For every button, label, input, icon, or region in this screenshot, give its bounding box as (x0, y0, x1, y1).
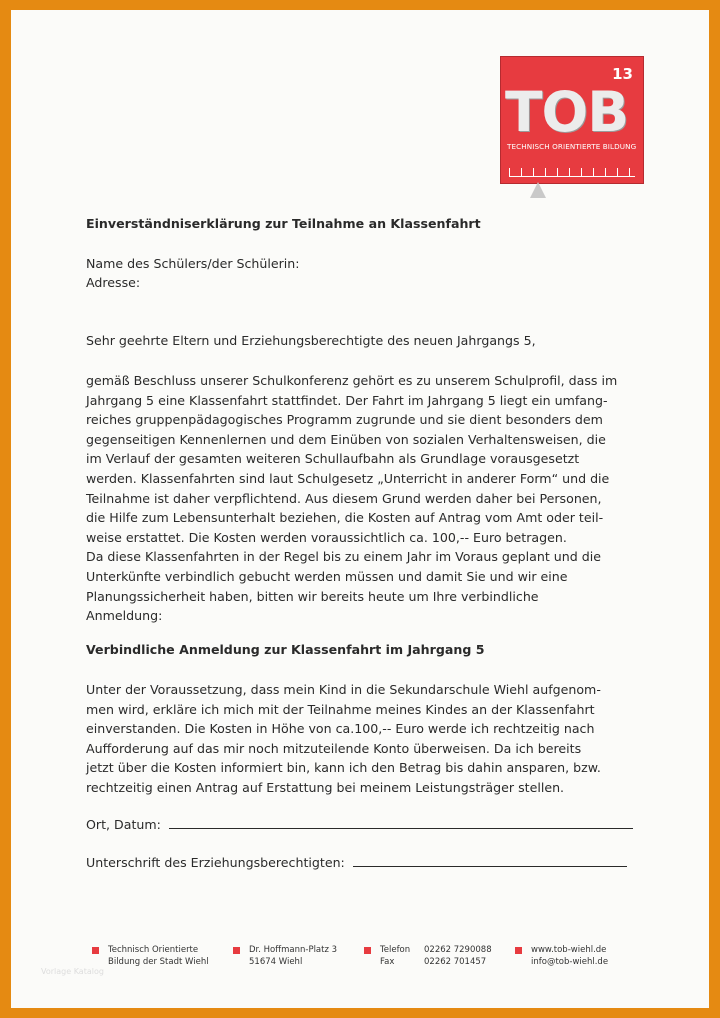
document-title: Einverständniserklärung zur Teilnahme an Klassenfahrt (86, 216, 481, 231)
body-line: reiches gruppenpädagogisches Programm zugrunde und sie dient besonders dem (86, 412, 603, 428)
website-link[interactable]: www.tob-wiehl.de (531, 945, 607, 955)
salutation: Sehr geehrte Eltern und Erziehungsberechtigte des neuen Jahrgangs 5, (86, 333, 536, 348)
signature-line[interactable] (353, 853, 627, 867)
body-paragraph (86, 371, 617, 626)
bullet-square-icon (92, 947, 99, 954)
email-link[interactable]: info@tob-wiehl.de (531, 956, 609, 967)
signature-row (86, 853, 627, 873)
body-line: Planungssicherheit haben, bitten wir bereits heute um Ihre verbindliche (86, 588, 539, 604)
tob-logo (500, 56, 644, 184)
logo-wordmark: TOB (505, 80, 629, 144)
body-line: weise erstattet. Die Kosten werden voraussichtlich ca. 100,-- Euro betragen. (86, 529, 567, 545)
bullet-square-icon (515, 947, 522, 954)
body-line: werden. Klassenfahrten sind laut Schulgesetz „Unterricht in anderer Form“ und die (86, 470, 610, 486)
body-line: Jahrgang 5 eine Klassenfahrt stattfindet. Der Fahrt im Jahrgang 5 liegt ein umfang- (86, 392, 608, 408)
footer-org: Technisch Orientierte Bildung der Stadt Wiehl (108, 945, 209, 968)
footer-contact: Telefon 02262 7290088 Fax 02262 701457 (380, 945, 492, 968)
triangle-icon (530, 182, 546, 198)
bullet-square-icon (364, 947, 371, 954)
field-address-label: Adresse: (86, 275, 141, 290)
document-page (11, 10, 709, 1008)
footer-address: Dr. Hoffmann-Platz 3 51674 Wiehl (249, 945, 337, 968)
ruler-icon (509, 168, 635, 177)
body-line: gemäß Beschluss unserer Schulkonferenz gehört es zu unserem Schulprofil, dass im (86, 373, 618, 388)
consent-line: jetzt über die Kosten informiert bin, kann ich den Betrag bis dahin ansparen, bzw. (86, 760, 601, 776)
signature-label: Unterschrift des Erziehungsberechtigten: (86, 855, 345, 870)
body-line: Anmeldung: (86, 608, 163, 624)
body-line: Teilnahme ist daher verpflichtend. Aus diesem Grund werden daher bei Personen, (86, 490, 602, 506)
consent-line: rechtzeitig einen Antrag auf Erstattung bei meinem Leistungsträger stellen. (86, 779, 565, 795)
place-date-label: Ort, Datum: (86, 817, 161, 832)
footer-web (531, 945, 608, 968)
consent-line: Aufforderung auf das mir noch mitzuteilende Konto überweisen. Da ich bereits (86, 740, 582, 756)
consent-line: einverstanden. Die Kosten in Höhe von ca.100,-- Euro werde ich rechtzeitig nach (86, 721, 595, 737)
logo-subtitle: TECHNISCH ORIENTIERTE BILDUNG (507, 142, 637, 151)
body-line: die Hilfe zum Lebensunterhalt beziehen, die Kosten auf Antrag vom Amt oder teil- (86, 510, 604, 526)
body-line: Da diese Klassenfahrten in der Regel bis zu einem Jahr im Voraus geplant und die (86, 549, 601, 565)
logo-number: 13 (612, 65, 633, 83)
body-line: Unterkünfte verbindlich gebucht werden müssen und damit Sie und wir eine (86, 568, 568, 584)
place-date-line[interactable] (169, 815, 633, 829)
body-line: gegenseitigen Kennenlernen und dem Einüben von sozialen Verhaltensweisen, die (86, 431, 606, 447)
consent-line: Unter der Voraussetzung, dass mein Kind in die Sekundarschule Wiehl aufgenom- (86, 682, 601, 697)
consent-paragraph (86, 680, 601, 798)
section-title: Verbindliche Anmeldung zur Klassenfahrt im Jahrgang 5 (86, 642, 485, 657)
consent-line: men wird, erkläre ich mich mit der Teilnahme meines Kindes an der Klassenfahrt (86, 701, 595, 717)
bullet-square-icon (233, 947, 240, 954)
body-line: im Verlauf der gesamten weiteren Schullaufbahn als Grundlage vorausgesetzt (86, 451, 580, 467)
watermark: Vorlage Katalog (41, 967, 104, 976)
field-name-label: Name des Schülers/der Schülerin: (86, 256, 300, 271)
place-date-row (86, 815, 633, 835)
